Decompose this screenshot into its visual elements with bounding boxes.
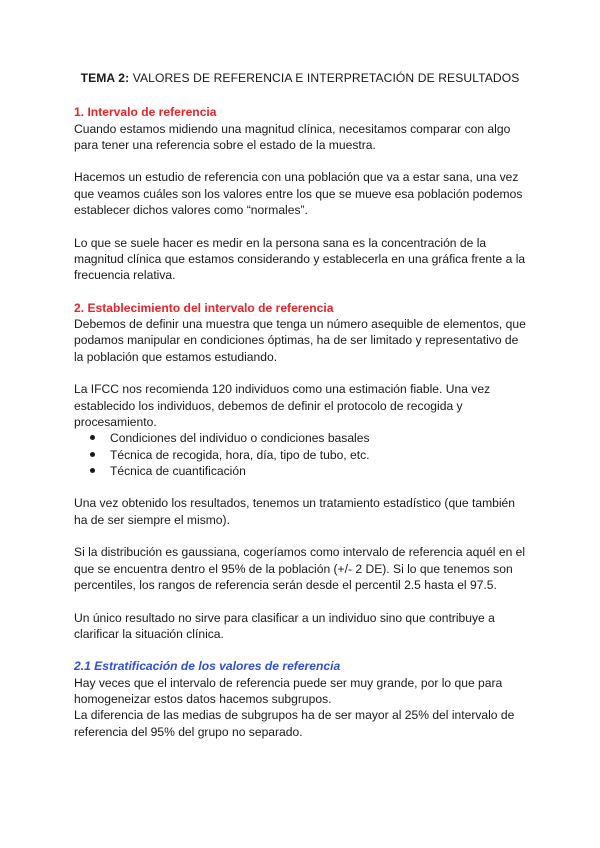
spacer [74, 528, 526, 544]
spacer [74, 365, 526, 381]
spacer [74, 479, 526, 495]
spacer [74, 218, 526, 234]
bullet-icon [90, 435, 95, 440]
document-title [74, 70, 526, 86]
section-2-paragraph-1: Debemos de definir una muestra que tenga un número asequible de elementos, que podamos manipular en condiciones óptimas, ha de ser limitado y representativo de la población que estamos estudiando. [74, 317, 526, 364]
document-page [74, 70, 526, 740]
section-2-paragraph-3: Una vez obtenido los resultados, tenemos un tratamiento estadístico (que también ha de ser siempre el mismo). [74, 496, 516, 527]
protocol-bullet-list [74, 430, 526, 479]
spacer [74, 593, 526, 609]
section-1-paragraph-1: Cuando estamos midiendo una magnitud clínica, necesitamos comparar con algo para tener una referencia sobre el estado de la muestra. [74, 121, 511, 152]
bullet-icon [90, 452, 95, 457]
section-2-paragraph-4: Si la distribución es gaussiana, cogeríamos como intervalo de referencia aquél en el que se encuentra dentro el 95% de la población (+/- 2 DE). Si lo que tenemos son percentiles, los rangos de referencia serán desde el percentil 2.5 hasta el 97.5. [74, 545, 526, 592]
list-item-text: Condiciones del individuo o condiciones basales [110, 431, 370, 446]
list-item [88, 447, 526, 463]
spacer [74, 153, 526, 169]
list-item [88, 463, 526, 479]
section-2-paragraph-5: Un único resultado no sirve para clasificar a un individuo sino que contribuye a clarificar la situación clínica. [74, 610, 495, 641]
section-2-1-paragraph-1: Hay veces que el intervalo de referencia puede ser muy grande, por lo que para homogeneizar estos datos hacemos subgrupos. [74, 675, 503, 706]
section-2-1-heading: 2.1 Estratificación de los valores de referencia [74, 659, 341, 674]
section-1-heading: 1. Intervalo de referencia [74, 105, 217, 120]
title-topic-number: TEMA 2: [80, 71, 130, 85]
section-2-paragraph-2: La IFCC nos recomienda 120 individuos como una estimación fiable. Una vez establecido los individuos, debemos de definir el protocolo de recogida y procesamiento. [74, 382, 491, 429]
section-2-1-paragraph-2: La diferencia de las medias de subgrupos ha de ser mayor al 25% del intervalo de referencia del 95% del grupo no separado. [74, 708, 515, 739]
bullet-icon [90, 468, 95, 473]
section-1-paragraph-2: Hacemos un estudio de referencia con una población que va a estar sana, una vez que veamos cuáles son los valores entre los que se mueve esa población podemos establecer dichos valores como “normales”. [74, 170, 523, 218]
list-item [88, 430, 526, 446]
list-item-text: Técnica de cuantificación [110, 463, 246, 478]
spacer [74, 284, 526, 300]
list-item-text: Técnica de recogida, hora, día, tipo de tubo, etc. [110, 447, 370, 462]
spacer [74, 642, 526, 658]
section-1-paragraph-3: Lo que se suele hacer es medir en la persona sana es la concentración de la magnitud clínica que estamos considerando y establecerla en una gráfica frente a la frecuencia relativa. [74, 235, 526, 283]
title-text: VALORES DE REFERENCIA E INTERPRETACIÓN DE RESULTADOS [129, 71, 520, 85]
section-2-heading: 2. Establecimiento del intervalo de referencia [74, 300, 334, 315]
